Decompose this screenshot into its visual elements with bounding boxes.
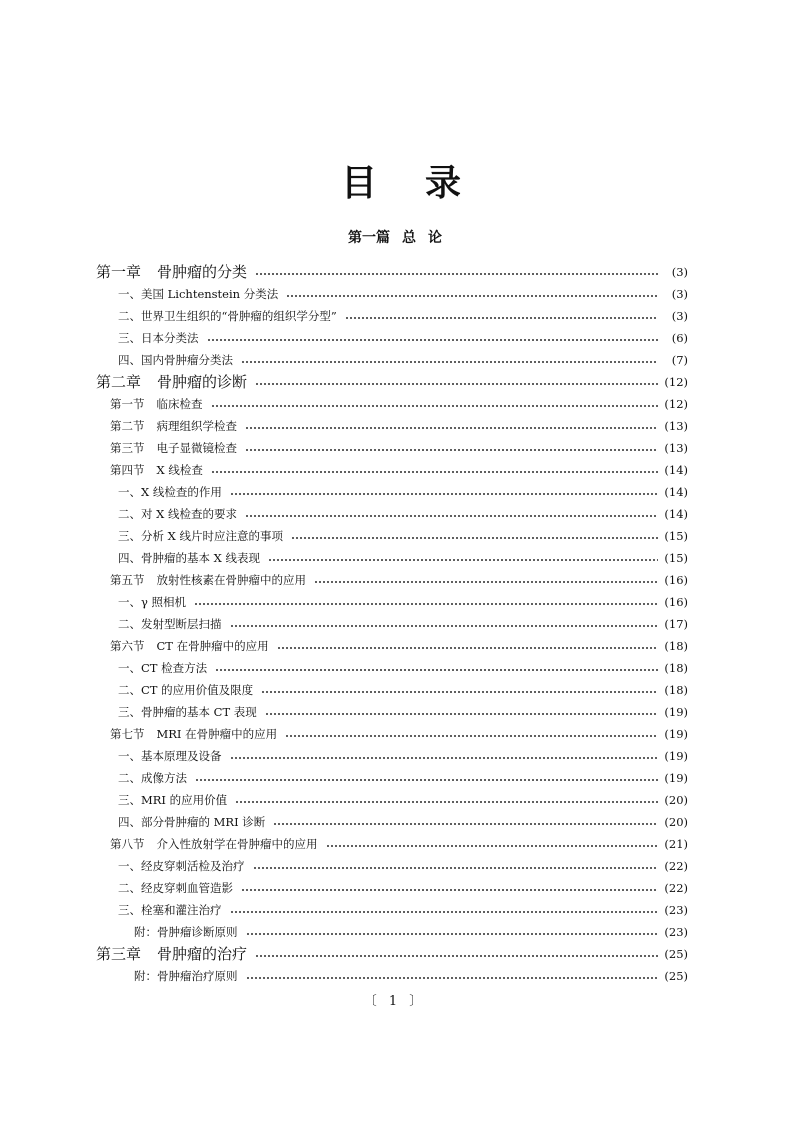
entry-page: (17) — [664, 617, 688, 631]
toc-entry-sub[interactable] — [96, 610, 688, 632]
dot-leader — [345, 316, 658, 320]
toc-entry-sub[interactable] — [96, 896, 688, 918]
entry-title: 三、分析 X 线片时应注意的事项 — [118, 529, 283, 543]
toc-entry-section[interactable] — [96, 830, 688, 852]
toc-entry-app[interactable] — [96, 962, 688, 984]
entry-title: 二、CT 的应用价值及限度 — [118, 683, 254, 697]
toc-entry-sub[interactable] — [96, 786, 688, 808]
dot-leader — [314, 580, 658, 584]
entry-page: (23) — [664, 925, 688, 939]
entry-page: (15) — [664, 551, 688, 565]
entry-title: 骨肿瘤的分类 — [157, 263, 248, 281]
entry-number: 第七节 — [110, 727, 145, 741]
dot-leader — [255, 382, 658, 386]
toc-entry-sub[interactable] — [96, 654, 688, 676]
entry-title: 三、日本分类法 — [118, 331, 199, 345]
entry-page: (13) — [664, 419, 688, 433]
entry-number: 第八节 — [110, 837, 145, 851]
entry-title: 二、发射型断层扫描 — [118, 617, 222, 631]
entry-title: 附：骨肿瘤诊断原则 — [134, 925, 238, 939]
dot-leader — [326, 844, 659, 848]
entry-title: 一、X 线检查的作用 — [118, 485, 222, 499]
entry-page: (22) — [664, 881, 688, 895]
dot-leader — [285, 734, 658, 738]
entry-page: (12) — [664, 397, 688, 411]
toc-entry-sub[interactable] — [96, 698, 688, 720]
dot-leader — [194, 602, 658, 606]
entry-title: 一、基本原理及设备 — [118, 749, 222, 763]
entry-title: 放射性核素在骨肿瘤中的应用 — [156, 573, 306, 587]
entry-title: X 线检查 — [156, 463, 203, 477]
toc-entry-sub[interactable] — [96, 346, 688, 368]
toc-entry-section[interactable] — [96, 632, 688, 654]
dot-leader — [265, 712, 658, 716]
toc-entry-sub[interactable] — [96, 852, 688, 874]
entry-title: 二、经皮穿刺血管造影 — [118, 881, 233, 895]
toc-entry-section[interactable] — [96, 566, 688, 588]
entry-title: 二、世界卫生组织的“骨肿瘤的组织学分型” — [118, 309, 337, 323]
entry-number: 第一节 — [110, 397, 145, 411]
toc-entry-sub[interactable] — [96, 874, 688, 896]
dot-leader — [211, 404, 659, 408]
toc-entry-sub[interactable] — [96, 544, 688, 566]
entry-title: 病理组织学检查 — [156, 419, 237, 433]
title-char: 目 — [340, 162, 425, 204]
entry-title: 骨肿瘤的诊断 — [157, 373, 248, 391]
entry-title: 三、MRI 的应用价值 — [118, 793, 228, 807]
dot-leader — [246, 932, 659, 936]
toc-entry-sub[interactable] — [96, 808, 688, 830]
entry-page: (12) — [664, 375, 688, 389]
entry-number: 第四节 — [110, 463, 145, 477]
dot-leader — [261, 690, 658, 694]
entry-page: (19) — [664, 749, 688, 763]
entry-page: (18) — [664, 683, 688, 697]
page-title — [0, 155, 802, 206]
toc-entry-section[interactable] — [96, 720, 688, 742]
entry-number: 第六节 — [110, 639, 145, 653]
entry-page: (19) — [664, 727, 688, 741]
entry-page: (19) — [664, 705, 688, 719]
part-name: 总 — [402, 230, 416, 246]
entry-title: 介入性放射学在骨肿瘤中的应用 — [156, 837, 318, 851]
dot-leader — [245, 514, 658, 518]
dot-leader — [230, 910, 659, 914]
dot-leader — [273, 822, 658, 826]
entry-title: MRI 在骨肿瘤中的应用 — [156, 727, 278, 741]
dot-leader — [207, 338, 659, 342]
dot-leader — [230, 492, 658, 496]
dot-leader — [230, 624, 659, 628]
entry-page: (14) — [664, 485, 688, 499]
dot-leader — [286, 294, 658, 298]
dot-leader — [255, 272, 658, 276]
toc-entry-sub[interactable] — [96, 588, 688, 610]
entry-title: CT 在骨肿瘤中的应用 — [156, 639, 269, 653]
toc-entry-sub[interactable] — [96, 764, 688, 786]
entry-title: 电子显微镜检查 — [156, 441, 237, 455]
dot-leader — [245, 448, 658, 452]
entry-page: (18) — [664, 639, 688, 653]
page-number-footer: 〔 1 〕 — [363, 994, 427, 1009]
toc-entry-section[interactable] — [96, 456, 688, 478]
entry-title: 四、部分骨肿瘤的 MRI 诊断 — [118, 815, 266, 829]
entry-title: 三、栓塞和灌注治疗 — [118, 903, 222, 917]
toc-entry-chapter[interactable] — [96, 940, 688, 962]
table-of-contents — [96, 258, 688, 984]
entry-number: 第二章 — [96, 373, 142, 391]
toc-entry-sub[interactable] — [96, 478, 688, 500]
toc-entry-section[interactable] — [96, 412, 688, 434]
entry-page: (6) — [671, 331, 688, 345]
toc-entry-sub[interactable] — [96, 500, 688, 522]
toc-entry-sub[interactable] — [96, 522, 688, 544]
entry-page: (3) — [671, 309, 688, 323]
entry-page: (21) — [664, 837, 688, 851]
toc-entry-section[interactable] — [96, 390, 688, 412]
entry-page: (15) — [664, 529, 688, 543]
entry-number: 第三章 — [96, 945, 142, 963]
entry-page: (16) — [664, 595, 688, 609]
dot-leader — [235, 800, 658, 804]
title-char: 录 — [425, 162, 510, 204]
dot-leader — [211, 470, 658, 474]
entry-page: (7) — [671, 353, 688, 367]
toc-entry-section[interactable] — [96, 434, 688, 456]
dot-leader — [246, 976, 659, 980]
entry-page: (3) — [671, 287, 688, 301]
entry-title: 一、经皮穿刺活检及治疗 — [118, 859, 245, 873]
dot-leader — [253, 866, 659, 870]
dot-leader — [268, 558, 658, 562]
entry-page: (25) — [664, 969, 688, 983]
entry-title: 骨肿瘤的治疗 — [157, 945, 248, 963]
entry-page: (14) — [664, 463, 688, 477]
dot-leader — [195, 778, 658, 782]
dot-leader — [241, 888, 658, 892]
dot-leader — [215, 668, 658, 672]
entry-title: 一、CT 检查方法 — [118, 661, 208, 675]
entry-page: (22) — [664, 859, 688, 873]
entry-page: (16) — [664, 573, 688, 587]
dot-leader — [277, 646, 658, 650]
toc-entry-sub[interactable] — [96, 742, 688, 764]
entry-title: 四、骨肿瘤的基本 X 线表现 — [118, 551, 260, 565]
entry-title: 三、骨肿瘤的基本 CT 表现 — [118, 705, 257, 719]
entry-page: (14) — [664, 507, 688, 521]
entry-number: 第二节 — [110, 419, 145, 433]
entry-page: (13) — [664, 441, 688, 455]
toc-entry-sub[interactable] — [96, 302, 688, 324]
toc-entry-sub[interactable] — [96, 280, 688, 302]
entry-title: 一、γ 照相机 — [118, 595, 187, 609]
entry-number: 第三节 — [110, 441, 145, 455]
entry-title: 附：骨肿瘤治疗原则 — [134, 969, 238, 983]
toc-entry-sub[interactable] — [96, 676, 688, 698]
entry-title: 一、美国 Lichtenstein 分类法 — [118, 287, 279, 301]
entry-page: (19) — [664, 771, 688, 785]
entry-number: 第一章 — [96, 263, 142, 281]
entry-title: 临床检查 — [156, 397, 203, 411]
dot-leader — [241, 360, 658, 364]
entry-title: 二、对 X 线检查的要求 — [118, 507, 237, 521]
entry-page: (25) — [664, 947, 688, 961]
entry-title: 四、国内骨肿瘤分类法 — [118, 353, 233, 367]
part-heading — [0, 227, 790, 247]
entry-page: (20) — [664, 815, 688, 829]
dot-leader — [255, 954, 658, 958]
entry-number: 第五节 — [110, 573, 145, 587]
entry-page: (20) — [664, 793, 688, 807]
toc-entry-chapter[interactable] — [96, 368, 688, 390]
entry-title: 二、成像方法 — [118, 771, 187, 785]
part-name: 论 — [428, 230, 442, 246]
toc-entry-app[interactable] — [96, 918, 688, 940]
entry-page: (23) — [664, 903, 688, 917]
entry-page: (18) — [664, 661, 688, 675]
dot-leader — [230, 756, 659, 760]
dot-leader — [291, 536, 658, 540]
dot-leader — [245, 426, 658, 430]
part-label: 第一篇 — [348, 230, 390, 246]
entry-page: (3) — [671, 265, 688, 279]
toc-entry-chapter[interactable] — [96, 258, 688, 280]
toc-entry-sub[interactable] — [96, 324, 688, 346]
